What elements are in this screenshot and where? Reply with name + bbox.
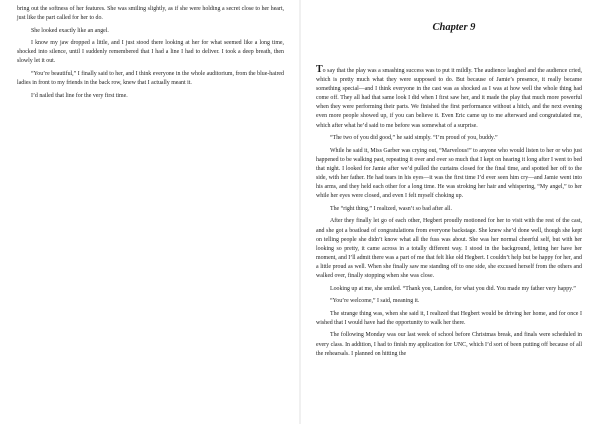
- paragraph: I’d nailed that line for the very first time.: [31, 92, 128, 99]
- paragraph: “The two of you did good,” he said simply. “I’m proud of you, buddy.”: [330, 135, 498, 142]
- paragraph: The following Monday was our last week of school before Christmas break, and finals were scheduled in every class. In addition, I had to finish my application for UNC, which I’d sort of been putting off because of all the rehearsals. I planned on hitting the: [316, 332, 582, 357]
- paragraph: I know my jaw dropped a little, and I just stood there looking at her for what seemed like a long time, shocked into silence, until I suddenly remembered that I had a line I had to deliver. I took a deep breath, then slowly let it out.: [17, 40, 284, 65]
- right-page: [300, 0, 600, 424]
- paragraph: After they finally let go of each other, Hegbert proudly motioned for her to visit with the rest of the cast, and she got a boatload of congratulations from everyone backstage. She knew she’d done well, though she kept on telling people she didn’t know what all the fuss was about. She was her normal cheerful self, but with her looking so pretty, it came across in a totally different way. I stood in the background, letting her have her moment, and I’ll admit there was a part of me that felt like old Hegbert. I couldn’t help but be happy for her, and a little proud as well. When she finally saw me standing off to one side, she excused herself from the others and walked over, finally stopping when she was close.: [316, 218, 582, 279]
- paragraph: She looked exactly like an angel.: [31, 27, 109, 34]
- paragraph: The “right thing,” I realized, wasn’t so bad after all.: [330, 205, 452, 212]
- paragraph: bring out the softness of her features. She was smiling slightly, as if she were holding a secret close to her heart, just like the part called for her to do.: [17, 6, 284, 22]
- paragraph: “You’re beautiful,” I finally said to her, and I think everyone in the whole auditorium, from the blue-haired ladies in front to my friends in the back row, knew that I actually meant it.: [17, 71, 284, 87]
- drop-cap: T: [316, 64, 323, 75]
- paragraph: While he said it, Miss Garber was crying out, “Marvelous!” to anyone who would listen to her or who just happened to be walking past, repeating it over and over so much that I kept on hearing it long after I went to bed that night. I looked for Jamie after we’d pulled the curtains closed for the final time, and spotted her off to the side, with her father. He had tears in his eyes—it was the first time I’d ever seen him cry—and Jamie went into his arms, and they held each other for a long time. He was stroking her hair and whispering, “My angel,” to her while her eyes were closed, and even I felt myself choking up.: [316, 147, 582, 200]
- paragraph: “You’re welcome,” I said, meaning it.: [330, 298, 420, 305]
- paragraph: The strange thing was, when she said it, I realized that Hegbert would be driving her home, and for once I wished that I would have had the opportunity to walk her there.: [316, 310, 582, 326]
- chapter-title: Chapter 9: [432, 22, 476, 33]
- paragraph: Looking up at me, she smiled. “Thank you, Landon, for what you did. You made my father very happy.”: [330, 285, 576, 292]
- chapter-opening-paragraph: [316, 66, 582, 131]
- opening-text: o say that the play was a smashing success was to put it mildly. The audience laughed and the audience cried, which is pretty much what they were supposed to do. But because of Jamie’s presence, it really became something special—and I think everyone in the cast was as shocked as I was at how well the whole thing had come off. They all had that same look I did when I first saw her, and it made the play that much more powerful when they were performing their parts. We finished the first performance without a hitch, and the next evening even more people showed up, if you can believe it. Even Eric came up to me afterward and congratulated me, which after what he’d said to me before was somewhat of a surprise.: [316, 68, 582, 129]
